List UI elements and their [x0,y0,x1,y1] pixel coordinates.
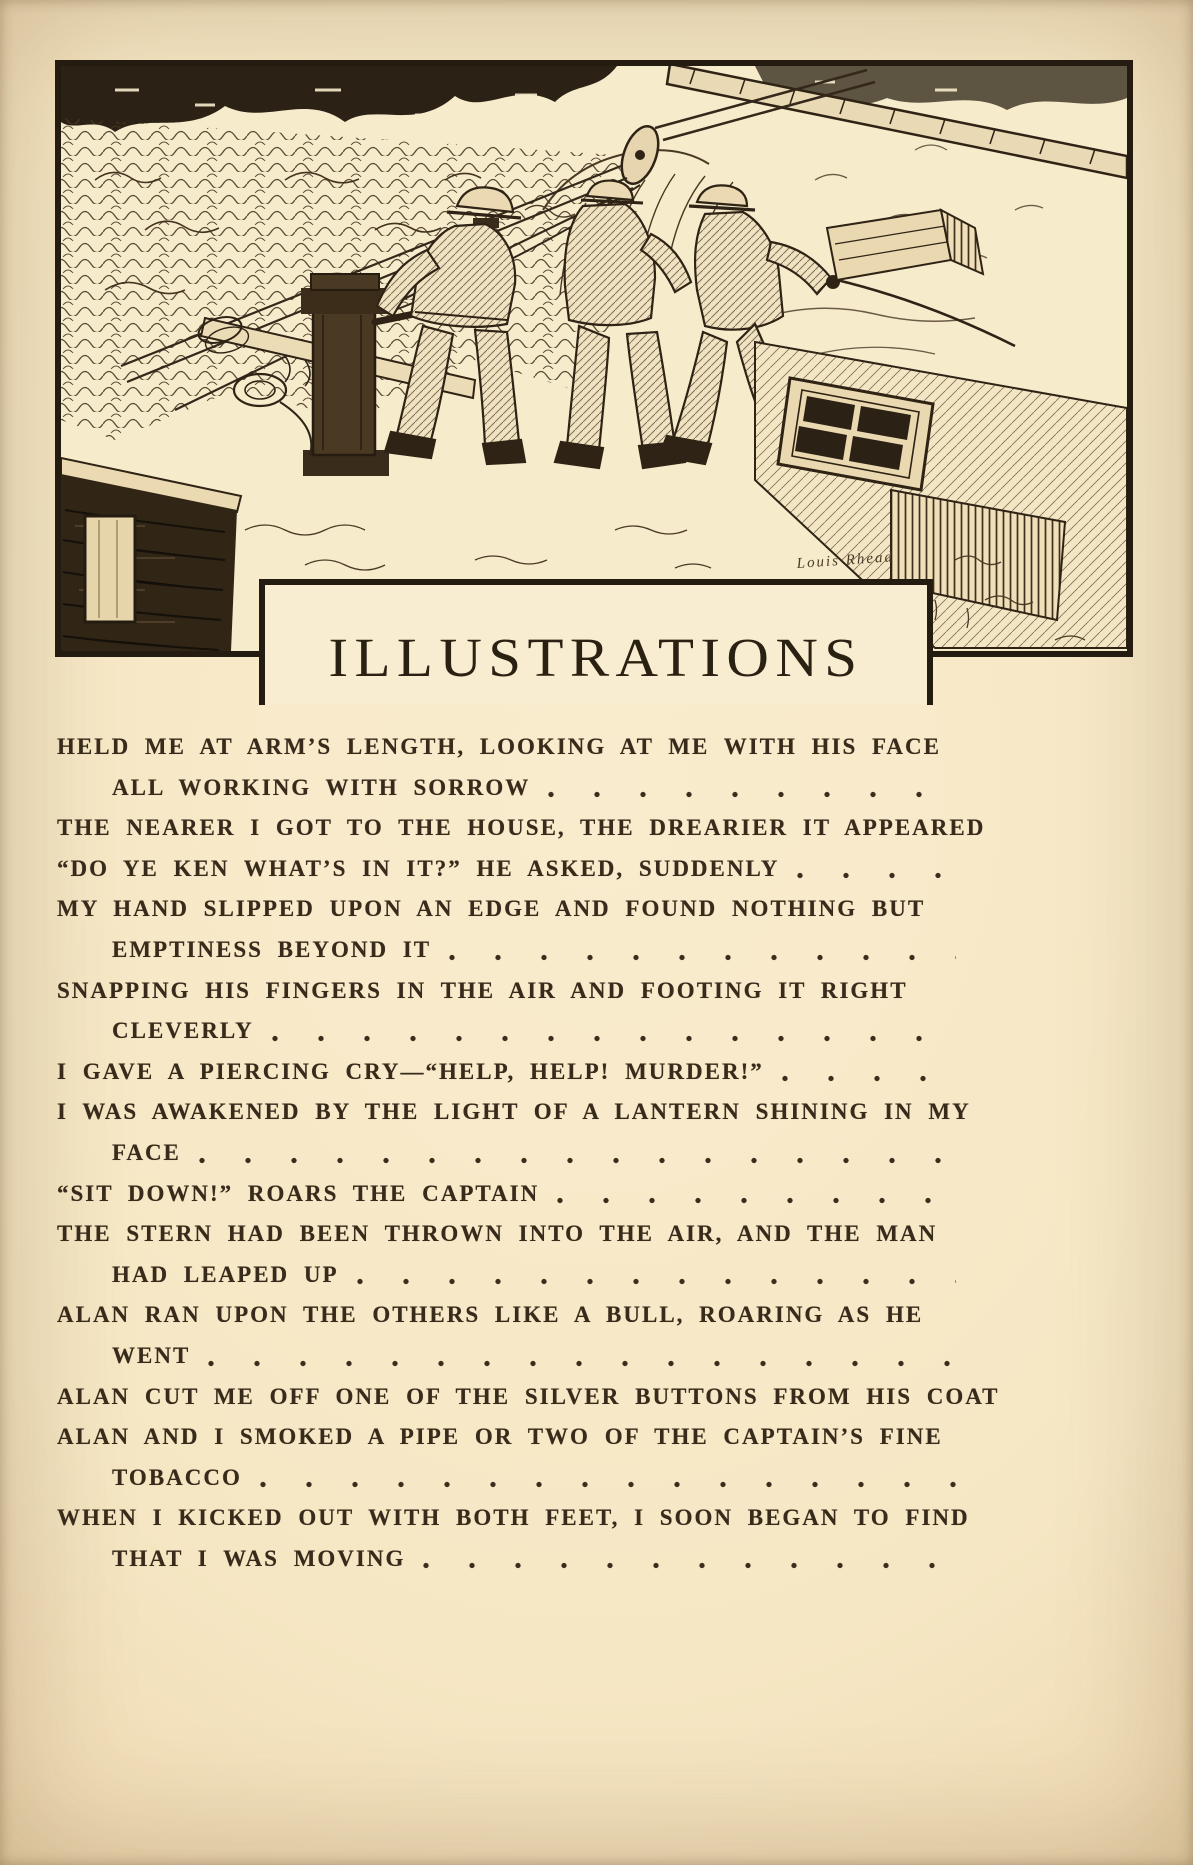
illustration-entry-line [57,1539,958,1580]
caption-text: CLEVERLY [112,1018,254,1044]
caption-text: ALAN RAN UPON THE OTHERS LIKE A BULL, ROARING AS HE [57,1302,924,1328]
illustration-entry-line [57,1255,958,1296]
illustration-entry-line [57,1174,958,1215]
illustration-entry-line [57,727,958,768]
dot-leader [423,1561,956,1570]
caption-text: WHEN I KICKED OUT WITH BOTH FEET, I SOON BEGAN TO FIND [57,1505,970,1531]
caption-text: EMPTINESS BEYOND IT [112,936,432,962]
illustration-entry-line [57,768,958,809]
illustration-entry-line [57,889,958,930]
caption-text: SNAPPING HIS FINGERS IN THE AIR AND FOOTING IT RIGHT [57,977,908,1003]
illustration-entry-line [57,1011,958,1052]
dot-leader [557,1196,956,1205]
caption-text: THE STERN HAD BEEN THROWN INTO THE AIR, AND THE MAN [57,1221,938,1247]
illustration-entry-line [57,1377,1000,1418]
caption-text: “SIT DOWN!” ROARS THE CAPTAIN [57,1180,540,1206]
illustration-entry-line [57,808,986,849]
artist-signature: Louis Rhead [796,549,895,572]
dot-leader [208,1359,956,1368]
bulwark-hatch-door [85,516,135,622]
caption-text: THE NEARER I GOT TO THE HOUSE, THE DREARIER IT APPEARED [57,815,986,841]
dot-leader [260,1480,956,1489]
illustration-entry-line [57,849,958,890]
illustration-entry-line [57,1052,958,1093]
caption-text: HELD ME AT ARM’S LENGTH, LOOKING AT ME WITH HIS FACE [57,734,941,759]
caption-text: I GAVE A PIERCING CRY—“HELP, HELP! MURDER!” [57,1058,764,1084]
dot-leader [782,1074,956,1083]
illustration-entry-line [57,1295,958,1336]
dot-leader [449,953,956,962]
caption-text: ALAN CUT ME OFF ONE OF THE SILVER BUTTONS FROM HIS COAT [57,1383,1000,1409]
caption-text: MY HAND SLIPPED UPON AN EDGE AND FOUND NOTHING BUT [57,896,926,922]
caption-panel [262,581,930,705]
dot-leader [357,1277,956,1286]
illustration-entry-line [57,1336,958,1377]
caption-text: I WAS AWAKENED BY THE LIGHT OF A LANTERN SHINING IN MY [57,1099,971,1125]
illustration-entry-line [57,1214,958,1255]
illustration-list [57,727,1000,1579]
illustration-entry-line [57,1092,971,1133]
caption-text: FACE [112,1139,181,1165]
illustration-entry-line [57,1458,958,1499]
caption-text: ALAN AND I SMOKED A PIPE OR TWO OF THE CAPTAIN’S FINE [57,1424,943,1450]
dot-leader [548,790,956,799]
illustration-entry-line [57,930,958,971]
plate-title: ILLUSTRATIONS [328,627,864,688]
headpiece-illustration [55,60,1133,705]
caption-text: TOBACCO [112,1464,242,1490]
illustration-entry-line [57,971,958,1012]
dot-leader [797,871,956,880]
illustration-entry-line [57,1498,970,1539]
caption-text: THAT I WAS MOVING [112,1545,406,1571]
illustration-entry-line [57,1133,958,1174]
illustration-entry-line [57,1417,958,1458]
caption-text: WENT [112,1342,191,1368]
caption-text: ALL WORKING WITH SORROW [112,774,531,800]
dot-leader [272,1034,956,1043]
caption-text: HAD LEAPED UP [112,1261,339,1287]
dot-leader [199,1156,956,1165]
caption-text: “DO YE KEN WHAT’S IN IT?” HE ASKED, SUDDENLY [57,855,780,881]
